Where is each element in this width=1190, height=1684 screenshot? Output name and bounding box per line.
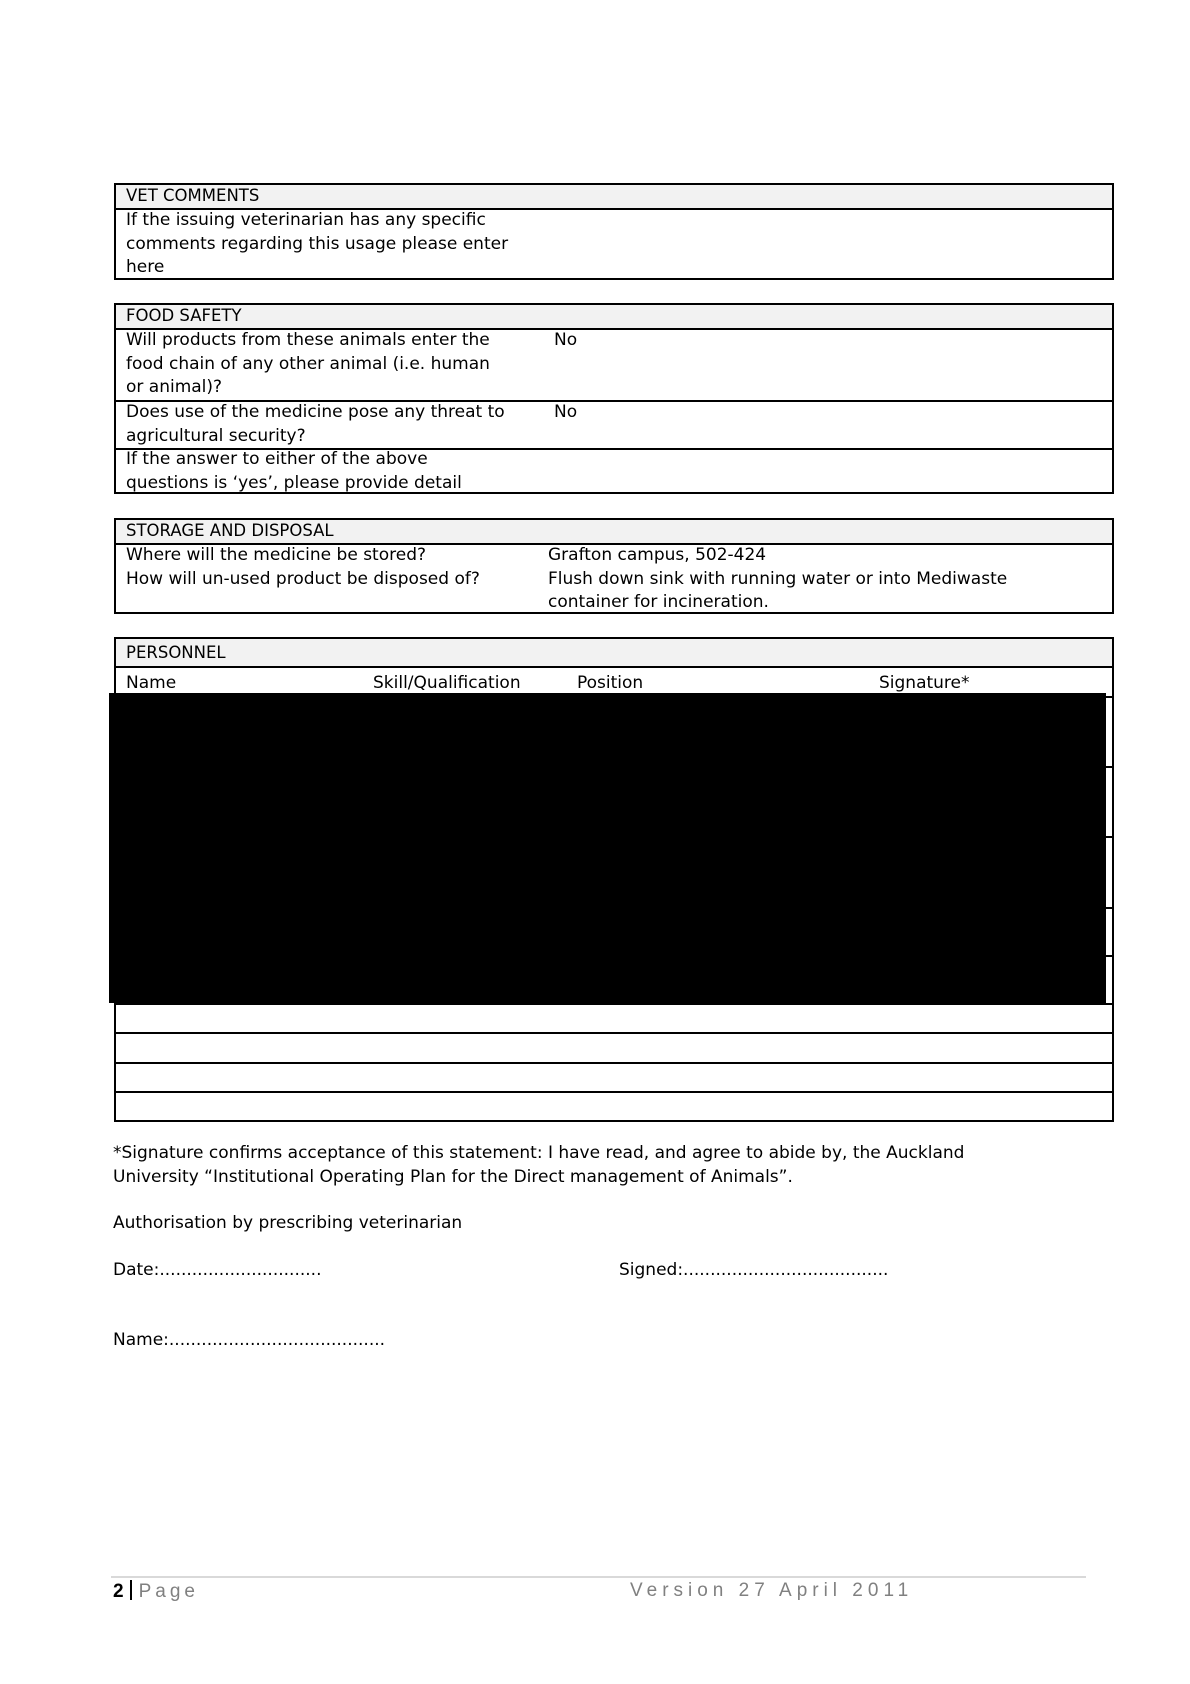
question-line: food chain of any other animal (i.e. human xyxy=(126,353,490,374)
question-line: questions is ‘yes’, please provide detail xyxy=(126,472,462,493)
food-safety-table xyxy=(114,303,1114,494)
redaction-block xyxy=(109,693,1106,1003)
personnel-row[interactable] xyxy=(116,1034,1112,1064)
vet-comments-header: VET COMMENTS xyxy=(116,185,1112,210)
storage-disposal-table xyxy=(114,518,1114,614)
signature-statement-line: University “Institutional Operating Plan for the Direct management of Animals”. xyxy=(113,1167,793,1187)
storage-location-answer[interactable]: Grafton campus, 502-424 xyxy=(548,545,767,565)
column-signature: Signature* xyxy=(879,673,970,693)
prompt-line: comments regarding this usage please enter xyxy=(126,233,509,254)
column-skill-qualification: Skill/Qualification xyxy=(373,673,521,693)
food-chain-question xyxy=(126,329,536,400)
personnel-row[interactable] xyxy=(116,1093,1112,1121)
disposal-question: How will un-used product be disposed of? xyxy=(126,568,480,589)
column-name: Name xyxy=(126,673,177,693)
food-safety-row xyxy=(116,330,1112,402)
storage-disposal-body xyxy=(116,545,1112,612)
vet-comments-row xyxy=(116,210,1112,278)
food-safety-row xyxy=(116,402,1112,450)
disposal-answer-line[interactable]: Flush down sink with running water or into Mediwaste xyxy=(548,568,1008,589)
authorisation-title: Authorisation by prescribing veterinarian xyxy=(113,1213,463,1233)
question-line: If the answer to either of the above xyxy=(126,449,428,469)
vet-comments-table xyxy=(114,183,1114,280)
prompt-line: here xyxy=(126,257,165,277)
column-position: Position xyxy=(577,673,644,693)
footer-divider xyxy=(111,1576,1086,1578)
signed-field[interactable]: Signed:...................................... xyxy=(619,1260,889,1280)
date-field[interactable]: Date:.............................. xyxy=(113,1260,322,1280)
detail-question xyxy=(126,448,536,495)
storage-questions xyxy=(126,544,536,591)
page-number xyxy=(113,1580,199,1603)
food-chain-answer[interactable]: No xyxy=(554,330,578,350)
question-line: or animal)? xyxy=(126,377,223,397)
signature-statement-line: *Signature confirms acceptance of this statement: I have read, and agree to abide by, the Auckland xyxy=(113,1143,965,1163)
page-separator xyxy=(130,1580,132,1600)
food-safety-header: FOOD SAFETY xyxy=(116,305,1112,330)
name-field[interactable]: Name:........................................ xyxy=(113,1330,386,1350)
agricultural-security-question xyxy=(126,401,536,448)
question-line: Will products from these animals enter the xyxy=(126,330,490,350)
agricultural-security-answer[interactable]: No xyxy=(554,402,578,422)
storage-location-question: Where will the medicine be stored? xyxy=(126,545,427,565)
disposal-answer-line[interactable]: container for incineration. xyxy=(548,592,769,612)
storage-answers xyxy=(548,544,1007,615)
food-safety-row xyxy=(116,450,1112,494)
vet-comments-answer-field[interactable] xyxy=(552,209,1092,275)
detail-answer-field[interactable] xyxy=(554,448,1094,492)
prompt-line: If the issuing veterinarian has any specific xyxy=(126,210,486,230)
personnel-header: PERSONNEL xyxy=(116,639,1112,668)
question-line: Does use of the medicine pose any threat to xyxy=(126,402,505,422)
version-text: Version 27 April 2011 xyxy=(630,1580,914,1601)
page-word: Page xyxy=(138,1581,199,1602)
personnel-row[interactable] xyxy=(116,1005,1112,1034)
question-line: agricultural security? xyxy=(126,425,306,446)
storage-disposal-header: STORAGE AND DISPOSAL xyxy=(116,520,1112,545)
page-number-value: 2 xyxy=(113,1581,124,1602)
vet-comments-prompt xyxy=(126,209,536,280)
personnel-row[interactable] xyxy=(116,1064,1112,1093)
